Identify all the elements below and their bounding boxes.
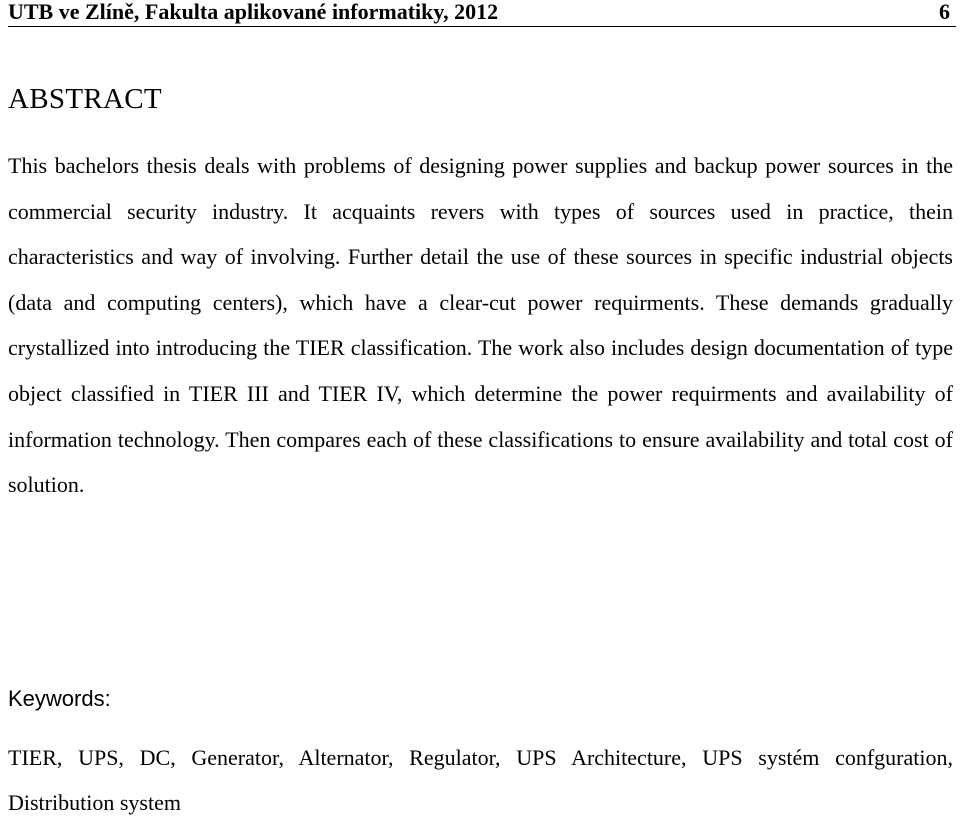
abstract-heading: ABSTRACT [8,83,162,115]
keywords-label: Keywords: [8,686,111,711]
abstract-body: This bachelors thesis deals with problems of designing power supplies and backup power sources in the commercial security industry. It acquaints revers with types of sources used in practice, thein characteristics and way of involving. Further detail the use of these sources in specific industrial objects (data and computing centers), which have a clear-cut power requirments. These demands gradually crystallized into introducing the TIER classification. The work also includes design documentation of type object classified in TIER III and TIER IV, which determine the power requirments and availability of information technology. Then compares each of these classifications to ensure availability and total cost of solution. [8,153,953,498]
page-header [8,0,956,27]
page-number: 6 [939,0,950,24]
header-title: UTB ve Zlíně, Fakulta aplikované informatiky, 2012 [8,0,499,24]
keywords-list: TIER, UPS, DC, Generator, Alternator, Regulator, UPS Architecture, UPS systém confguration, Distribution system [8,745,953,815]
